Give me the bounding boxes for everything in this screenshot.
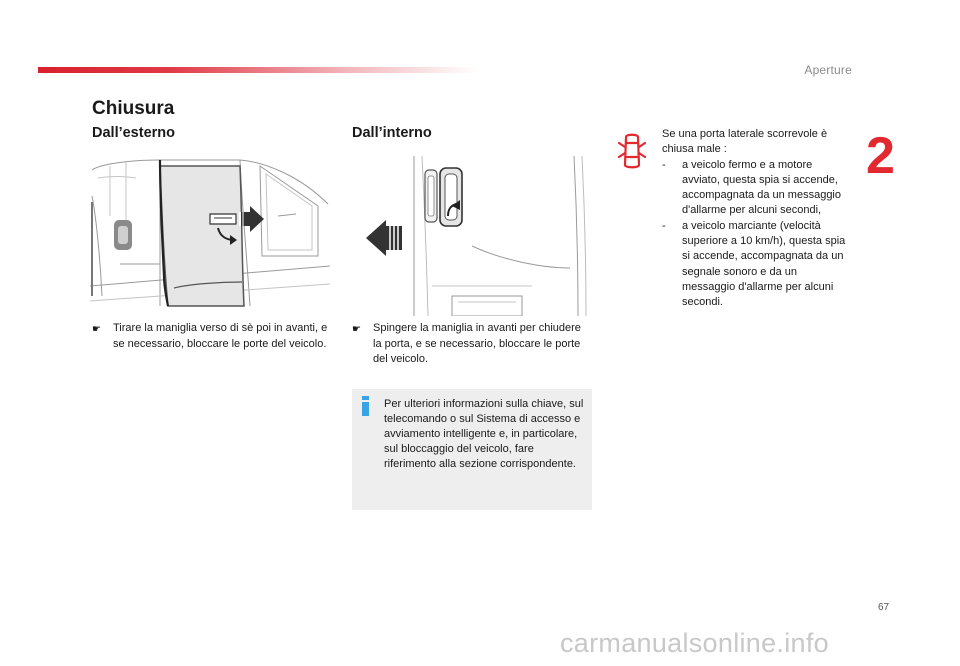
warning-item — [662, 158, 852, 219]
section-name: Aperture — [804, 63, 852, 77]
inside-heading: Dall’interno — [352, 125, 432, 141]
page-number: 67 — [878, 602, 890, 613]
watermark: carmanualsonline.info — [560, 628, 829, 658]
van-exterior-door-illustration — [90, 156, 330, 316]
inside-instruction-text: Spingere la maniglia in avanti per chiudere la porta, e se necessario, bloccare le porte del veicolo. — [373, 322, 581, 365]
header-accent-bar — [38, 67, 478, 73]
outside-instruction — [92, 321, 332, 352]
info-text: Per ulteriori informazioni sulla chiave, sul telecomando o sul Sistema di accesso e avviamento intelligente e, in particolare, sul bloccaggio del veicolo, fare riferimento alla sezione corrispondente. — [384, 398, 584, 470]
warning-item-text: a veicolo marciante (velocità superiore a 10 km/h), questa spia si accende, accompagnata da un segnale sonoro e da un messaggio d'allarme per alcuni secondi. — [682, 219, 846, 309]
info-icon — [360, 396, 372, 416]
outside-heading: Dall’esterno — [92, 125, 175, 141]
door-open-warning-icon — [616, 131, 648, 171]
dash: - — [662, 158, 666, 171]
chapter-number: 2 — [866, 127, 895, 185]
van-interior-door-illustration — [352, 156, 592, 316]
page-title: Chiusura — [92, 98, 175, 119]
inside-instruction — [352, 321, 592, 368]
warning-item — [662, 219, 852, 311]
pointing-hand-icon: ☛ — [352, 324, 361, 335]
info-box — [352, 389, 592, 510]
dash: - — [662, 219, 666, 232]
outside-instruction-text: Tirare la maniglia verso di sè poi in avanti, e se necessario, bloccare le porte del veicolo. — [113, 322, 328, 350]
pointing-hand-icon: ☛ — [92, 324, 101, 335]
warning-item-text: a veicolo fermo e a motore avviato, questa spia si accende, accompagnata da un messaggio d'allarme per alcuni secondi, — [682, 158, 841, 217]
warning-intro: Se una porta laterale scorrevole è chiusa male : — [662, 128, 828, 156]
warning-description — [662, 127, 852, 311]
